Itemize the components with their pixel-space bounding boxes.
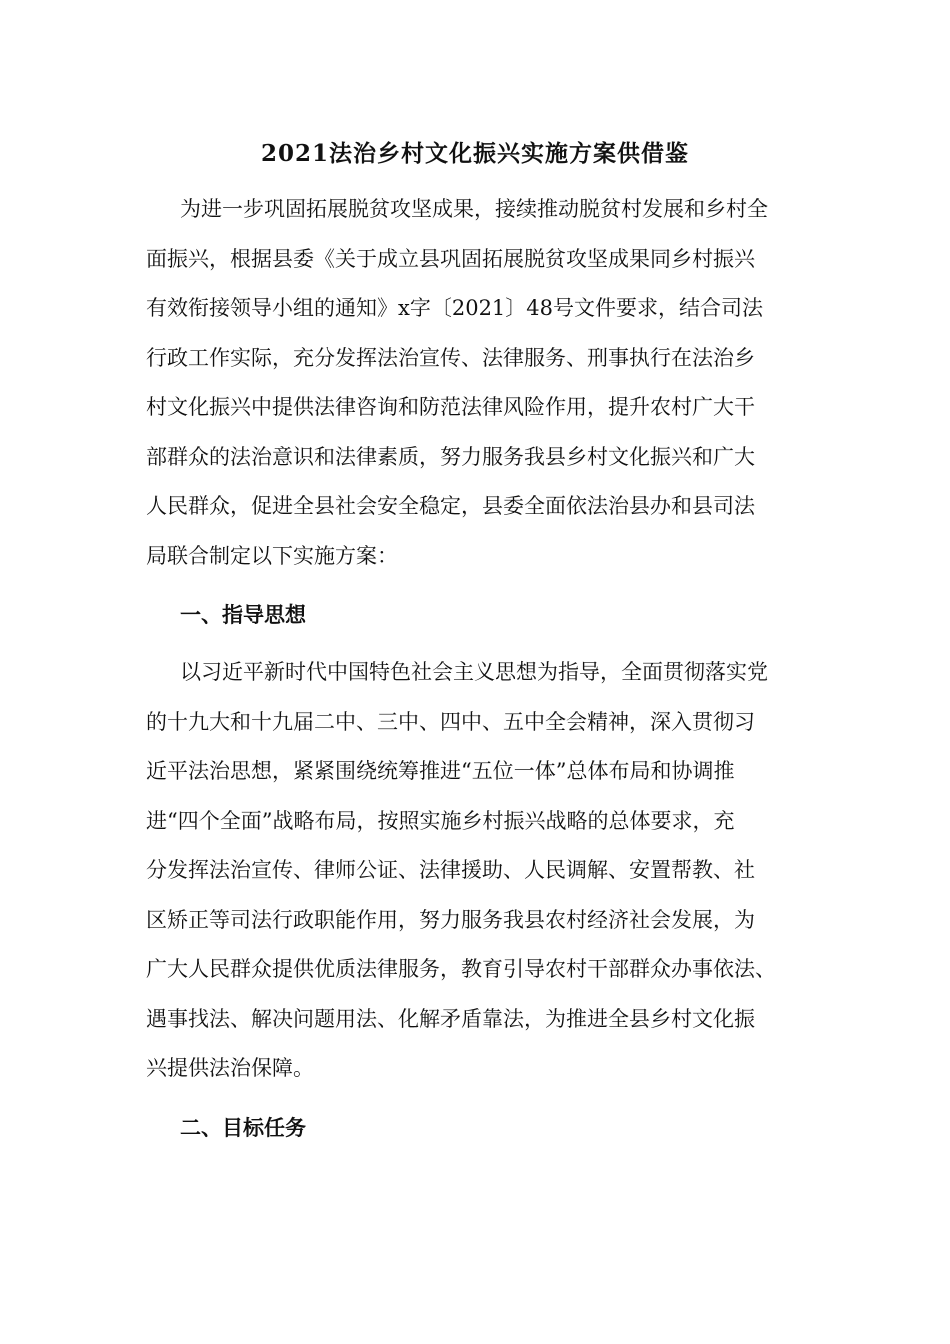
section-heading-goals-tasks: 二、目标任务: [180, 1115, 306, 1140]
paragraph-line: 面振兴，根据县委《关于成立县巩固拓展脱贫攻坚成果同乡村振兴: [146, 246, 755, 271]
paragraph-line: 进“四个全面”战略布局，按照实施乡村振兴战略的总体要求，充: [146, 808, 735, 833]
paragraph-line: 人民群众，促进全县社会安全稳定，县委全面依法治县办和县司法: [146, 494, 755, 518]
paragraph-line: 的十九大和十九届二中、三中、四中、五中全会精神，深入贯彻习: [146, 709, 755, 734]
paragraph-line: 分发挥法治宣传、律师公证、法律援助、人民调解、安置帮教、社: [146, 858, 755, 882]
document-title: 2021法治乡村文化振兴实施方案供借鉴: [260, 140, 689, 167]
paragraph-line: 区矫正等司法行政职能作用，努力服务我县农村经济社会发展，为: [146, 907, 755, 932]
paragraph-line: 近平法治思想，紧紧围绕统筹推进“五位一体”总体布局和协调推: [146, 759, 735, 783]
paragraph-line: 村文化振兴中提供法律咨询和防范法律风险作用，提升农村广大干: [146, 395, 755, 419]
paragraph-line: 遇事找法、解决问题用法、化解矛盾靠法，为推进全县乡村文化振: [146, 1006, 755, 1031]
paragraph-line: 广大人民群众提供优质法律服务，教育引导农村干部群众办事依法、: [146, 957, 776, 981]
paragraph-line: 部群众的法治意识和法律素质，努力服务我县乡村文化振兴和广大: [146, 444, 755, 469]
paragraph-line: 有效衔接领导小组的通知》x字〔2021〕48号文件要求，结合司法: [146, 296, 764, 320]
intro-paragraph: [146, 185, 816, 581]
paragraph-line: 为进一步巩固拓展脱贫攻坚成果，接续推动脱贫村发展和乡村全: [180, 197, 768, 221]
paragraph-line: 局联合制定以下实施方案：: [146, 543, 398, 568]
section-heading-guiding-ideology: 一、指导思想: [180, 602, 306, 627]
paragraph-line: 以习近平新时代中国特色社会主义思想为指导，全面贯彻落实党: [180, 660, 768, 684]
paragraph-line: 兴提供法治保障。: [146, 1056, 314, 1080]
paragraph-line: 行政工作实际，充分发挥法治宣传、法律服务、刑事执行在法治乡: [146, 345, 755, 370]
guiding-ideology-paragraph: [146, 648, 816, 1094]
